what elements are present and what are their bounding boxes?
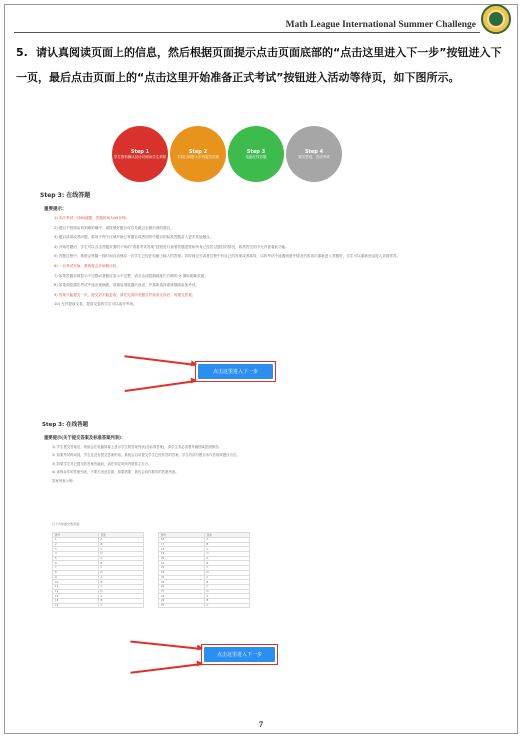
arrow-pointer-icon: [130, 640, 202, 649]
notice-item: 10) 允许提前交卷，提前交卷的学生可以离开考场。: [54, 302, 137, 307]
step-desc: 提交答卷，完成考试: [298, 154, 330, 159]
step-circle-4: [286, 126, 342, 182]
step-title: Step 3: [246, 148, 266, 155]
table-cell: A: [204, 575, 250, 580]
step-desc: 学生资料确认及协议阅读学生须知: [113, 154, 167, 159]
arrow-pointer-icon: [124, 355, 196, 365]
table-cell: C: [204, 584, 250, 589]
notice-item: 9) 答案只能提交一次，提交后不能更改，请在完成所有题目并检查无误后，再提交答案。: [54, 292, 196, 297]
notice-item: 7) 如果答题页面显示不完整或者题目显示不完整，请点击浏览器地址栏右侧的 ⟳ 图标刷新页面。: [54, 273, 208, 278]
table-cell: 24: [159, 575, 205, 580]
next-step-highlight: [201, 644, 278, 665]
table-cell: A: [204, 594, 250, 599]
table-cell: B: [204, 561, 250, 566]
table-cell: B: [98, 580, 144, 585]
section-title: Step 3: 在线答题: [40, 192, 91, 199]
step-desc: 电脑在线答题: [245, 154, 267, 159]
arrow-pointer-icon: [130, 663, 202, 673]
table-cell: 18: [159, 547, 205, 552]
notice-item: 8) 如果浏览器在考试中途出现崩溃，请重启浏览器后登录，并重新选择系统继续参加考试。: [54, 283, 199, 288]
step-progress: [112, 126, 352, 182]
table-cell: C: [98, 566, 144, 571]
answer-list-example: [52, 522, 312, 612]
notice-item: 3) 题目选项或者问题，要用于每个区域开始已有题目或者回答中题目的标准答题录入更多其他题目。: [54, 235, 214, 240]
instruction-text: 请认真阅读页面上的信息，然后根据页面提示点击页面底部的“点击这里进入下一步”按钮进入下一页，最后点击页面上的“点击这里开始准备正式考试”按钮进入活动等待页，如下图所示。: [16, 46, 502, 84]
table-cell: 15: [53, 603, 99, 608]
table-cell: 26: [159, 584, 205, 589]
table-cell: 2: [53, 542, 99, 547]
table-cell: 14: [53, 598, 99, 603]
header-rule: [14, 32, 480, 33]
table-cell: A: [98, 538, 144, 543]
important-label: 重要提示：: [44, 207, 67, 212]
page-number: 7: [259, 720, 263, 729]
table-cell: 16: [159, 538, 205, 543]
table-cell: 11: [53, 584, 99, 589]
notice-item: 4) 请保存你的答案列表，不要关闭此页面，如果需要，我们会向你要你的答案列表。: [52, 469, 179, 474]
table-cell: C: [204, 547, 250, 552]
table-header: 题号: [53, 533, 99, 538]
header-title: Math League International Summer Challenge: [285, 20, 476, 30]
step-circle-2: [170, 126, 226, 182]
table-cell: D: [98, 552, 144, 557]
table-cell: C: [204, 566, 250, 571]
notice-item: 1) 学生提交答案后，系统会在电脑屏幕上显示学生的答案列表(含标准答案)，请学生务必查看并截图或拍照保存。: [52, 445, 222, 449]
table-header: 答案: [204, 533, 250, 538]
table-cell: 19: [159, 552, 205, 557]
table-cell: 30: [159, 603, 205, 608]
step-title: Step 2: [188, 148, 208, 155]
table-cell: 4: [53, 552, 99, 557]
table-cell: A: [204, 556, 250, 561]
table-cell: 21: [159, 561, 205, 566]
table-row: [159, 603, 250, 608]
table-cell: 27: [159, 589, 205, 594]
table-row: [53, 603, 144, 608]
table-cell: 29: [159, 598, 205, 603]
seal-center: [487, 10, 505, 28]
next-step-highlight: [195, 361, 276, 382]
table-cell: A: [204, 538, 250, 543]
screenshot-step3-page2: [38, 412, 440, 672]
section-title: Step 3: 在线答题: [42, 422, 89, 428]
notice-item: 4) 开始答题后，学生可以点击答题页面的下角的“查看考试答案”按钮进行查看答题进度和所有已经答过题目的情况，如需答完则不允许查看此功能。: [54, 244, 289, 249]
table-cell: 5: [53, 556, 99, 561]
notice-item: 3) 如果学生对已提交的答案有疑问，请在规定时间内联系主办方。: [52, 461, 152, 466]
table-cell: D: [98, 589, 144, 594]
table-header: 题号: [159, 533, 205, 538]
table-cell: B: [204, 598, 250, 603]
notice-item: 2) 题目不按照由易到难的顺序，请按照好题目可以先跳过去做后面的题目。: [54, 225, 174, 230]
table-cell: 1: [53, 538, 99, 543]
table-cell: A: [98, 594, 144, 599]
answer-table-left: [52, 532, 144, 608]
table-cell: B: [204, 580, 250, 585]
table-cell: 10: [53, 580, 99, 585]
step-circle-3: [228, 126, 284, 182]
next-step-button[interactable]: 点击这里进入下一步: [204, 647, 275, 662]
next-step-button[interactable]: 点击这里进入下一步: [198, 364, 273, 379]
table-cell: A: [98, 575, 144, 580]
table-cell: 12: [53, 589, 99, 594]
table-cell: B: [98, 542, 144, 547]
table-cell: 22: [159, 566, 205, 571]
table-cell: D: [204, 589, 250, 594]
instruction-number: 5.: [16, 46, 28, 59]
table-cell: B: [98, 598, 144, 603]
table-cell: 20: [159, 556, 205, 561]
table-cell: 9: [53, 575, 99, 580]
screenshot-step3-page1: [38, 118, 472, 402]
notice-item: 5) 答题过程中，系统会每隔一段时间自动保存一次学生已经在电脑上输入的答案。若时间过长或者过程中有自己的答案或者离线，以防考试中途遇到意外情况后的再次重新进入答题时，学生可以重新登录进入页面作答。: [54, 254, 401, 259]
arrow-pointer-icon: [125, 380, 197, 392]
step-desc: 手机扫码进入手机监控页面: [177, 154, 219, 159]
table-header: 答案: [98, 533, 144, 538]
table-cell: D: [204, 570, 250, 575]
step-title: Step 1: [130, 148, 150, 155]
example-label: 答案列表示例:: [52, 479, 74, 484]
table-cell: 6: [53, 561, 99, 566]
notice-item: 6) 一旦考试开始，系统将会开始倒计时。: [54, 263, 120, 268]
notice-item: 1) 本次考试一共60道题，答题时间为45分钟。: [54, 216, 130, 220]
notice-item: 2) 如果考试时间到，学生还没有提交答案的话，系统会自动提交学生已经作答的答案，学生有部分题目未作答则该题目为空。: [52, 453, 240, 458]
table-cell: B: [204, 542, 250, 547]
instruction-paragraph: [16, 40, 504, 90]
table-cell: C: [204, 603, 250, 608]
table-cell: D: [204, 552, 250, 557]
important-label: 重要提示(关于提交答案及标准答案列表)：: [44, 436, 126, 441]
table-cell: 23: [159, 570, 205, 575]
answer-table-right: [158, 532, 250, 608]
table-cell: C: [98, 584, 144, 589]
table-cell: 3: [53, 547, 99, 552]
table-cell: 25: [159, 580, 205, 585]
answer-list-caption: 以下为你提交的答案：: [52, 522, 83, 526]
step-circle-1: [112, 126, 168, 182]
step-title: Step 4: [304, 148, 324, 155]
table-cell: 8: [53, 570, 99, 575]
table-cell: 28: [159, 594, 205, 599]
table-cell: 17: [159, 542, 205, 547]
table-cell: 13: [53, 594, 99, 599]
table-cell: B: [98, 561, 144, 566]
notice-list: [52, 445, 432, 483]
competition-seal-logo: [481, 4, 511, 34]
table-cell: C: [98, 603, 144, 608]
table-cell: D: [98, 570, 144, 575]
table-cell: C: [98, 547, 144, 552]
notice-list: [54, 216, 466, 312]
table-cell: A: [98, 556, 144, 561]
table-cell: 7: [53, 566, 99, 571]
